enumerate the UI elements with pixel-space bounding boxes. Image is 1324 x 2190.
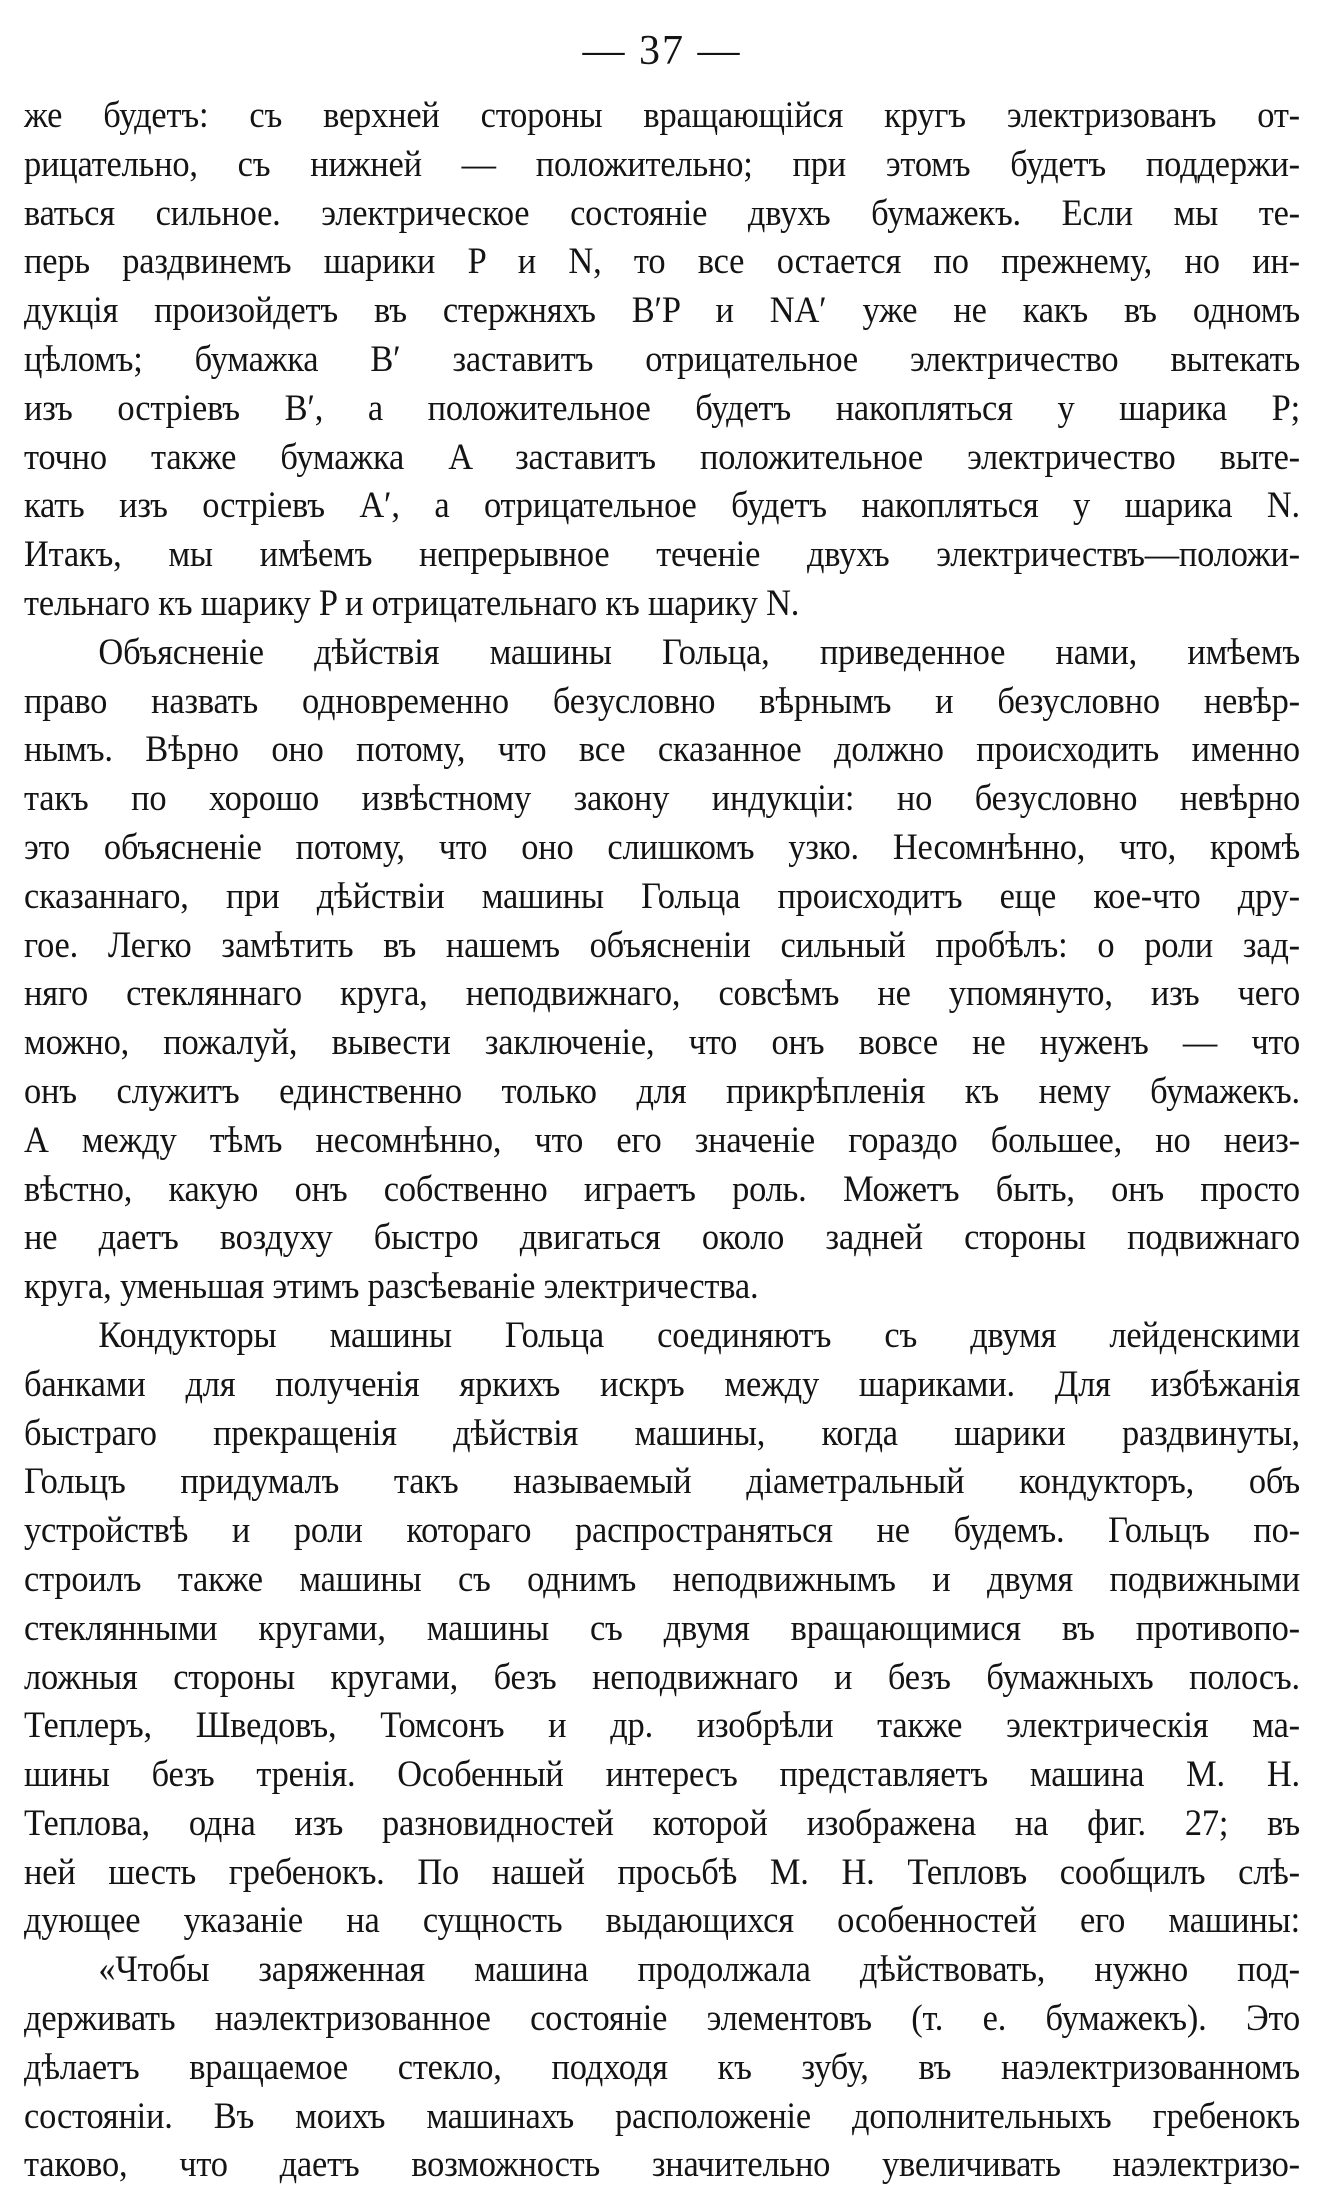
text-line: дѣлаетъ вращаемое стекло, подходя къ зубу, въ наэлектризованномъ xyxy=(24,2046,1300,2088)
text-line: круга, уменьшая этимъ разсѣеваніе электричества. xyxy=(24,1266,759,1308)
text-line: сказаннаго, при дѣйствіи машины Гольца происходитъ еще кое-что дру- xyxy=(24,875,1300,917)
paragraph-first-line: «Чтобы заряженная машина продолжала дѣйствовать, нужно под- xyxy=(98,1949,1300,1991)
text-line: тельнаго къ шарику P и отрицательнаго къ шарику N. xyxy=(24,582,800,624)
text-line: стеклянными кругами, машины съ двумя вращающимися въ противопо- xyxy=(24,1607,1300,1649)
text-line: нымъ. Вѣрно оно потому, что все сказанное должно происходить именно xyxy=(24,729,1300,771)
text-line: банками для полученія яркихъ искръ между шариками. Для избѣжанія xyxy=(24,1363,1300,1405)
text-line: Гольцъ придумалъ такъ называемый діаметральный кондукторъ, объ xyxy=(24,1461,1300,1503)
text-line: это объясненіе потому, что оно слишкомъ узко. Несомнѣнно, что, кромѣ xyxy=(24,826,1300,868)
text-line: ней шесть гребенокъ. По нашей просьбѣ М. Н. Тепловъ сообщилъ слѣ- xyxy=(24,1851,1300,1893)
text-line: гое. Легко замѣтить въ нашемъ объясненіи сильный пробѣлъ: о роли зад- xyxy=(24,924,1300,966)
text-line: Теплеръ, Шведовъ, Томсонъ и др. изобрѣли также электрическія ма- xyxy=(24,1705,1300,1747)
text-line: А между тѣмъ несомнѣнно, что его значеніе гораздо большее, но неиз- xyxy=(24,1119,1300,1161)
text-line: цѣломъ; бумажка B′ заставитъ отрицательное электричество вытекать xyxy=(24,338,1300,380)
text-line: Итакъ, мы имѣемъ непрерывное теченіе двухъ электричествъ—положи- xyxy=(24,534,1300,576)
text-line: шины безъ тренія. Особенный интересъ представляетъ машина М. Н. xyxy=(24,1754,1300,1796)
text-line: ложныя стороны кругами, безъ неподвижнаго и безъ бумажныхъ полосъ. xyxy=(24,1656,1300,1698)
text-line: ваться сильное. электрическое состояніе двухъ бумажекъ. Если мы те- xyxy=(24,192,1300,234)
text-line: перь раздвинемъ шарики P и N, то все остается по прежнему, но ин- xyxy=(24,241,1300,283)
text-line: кать изъ остріевъ A′, а отрицательное будетъ накопляться у шарика N. xyxy=(24,485,1300,527)
text-line: держивать наэлектризованное состояніе элементовъ (т. е. бумажекъ). Это xyxy=(24,1998,1300,2040)
text-line: можно, пожалуй, вывести заключеніе, что онъ вовсе не нуженъ — что xyxy=(24,1022,1300,1064)
text-line: не даетъ воздуху быстро двигаться около задней стороны подвижнаго xyxy=(24,1217,1300,1259)
text-line: изъ остріевъ B′, а положительное будетъ накопляться у шарика P; xyxy=(24,387,1300,429)
paragraph-first-line: Объясненіе дѣйствія машины Гольца, приведенное нами, имѣемъ xyxy=(98,631,1300,673)
text-line: такъ по хорошо извѣстному закону индукціи: но безусловно невѣрно xyxy=(24,778,1300,820)
page-number: — 37 — xyxy=(582,28,742,74)
text-line: право назвать одновременно безусловно вѣрнымъ и безусловно невѣр- xyxy=(24,680,1300,722)
text-line: же будетъ: съ верхней стороны вращающійся кругъ электризованъ от- xyxy=(24,95,1300,136)
text-line: няго стекляннаго круга, неподвижнаго, совсѣмъ не упомянуто, изъ чего xyxy=(24,973,1300,1015)
text-line: рицательно, съ нижней — положительно; при этомъ будетъ поддержи- xyxy=(24,143,1300,185)
text-line: Теплова, одна изъ разновидностей которой изображена на фиг. 27; въ xyxy=(24,1802,1300,1844)
text-line: точно также бумажка A заставитъ положительное электричество выте- xyxy=(24,436,1300,478)
text-line: устройствѣ и роли котораго распространяться не будемъ. Гольцъ по- xyxy=(24,1510,1300,1552)
text-line: дукція произойдетъ въ стержняхъ B′P и NA′ уже не какъ въ одномъ xyxy=(24,290,1300,332)
paragraph-first-line: Кондукторы машины Гольца соединяютъ съ двумя лейденскими xyxy=(98,1314,1300,1356)
text-line: дующее указаніе на сущность выдающихся особенностей его машины: xyxy=(24,1900,1300,1942)
text-line: таково, что даетъ возможность значительно увеличивать наэлектризо- xyxy=(24,2144,1300,2186)
body-text xyxy=(24,92,1300,2190)
text-line: состояніи. Въ моихъ машинахъ расположеніе дополнительныхъ гребенокъ xyxy=(24,2095,1300,2137)
text-line: быстраго прекращенія дѣйствія машины, когда шарики раздвинуты, xyxy=(24,1412,1300,1454)
text-line: онъ служитъ единственно только для прикрѣпленія къ нему бумажекъ. xyxy=(24,1070,1300,1112)
text-line: вѣстно, какую онъ собственно играетъ роль. Можетъ быть, онъ просто xyxy=(24,1168,1300,1210)
text-line: строилъ также машины съ однимъ неподвижнымъ и двумя подвижными xyxy=(24,1558,1300,1600)
